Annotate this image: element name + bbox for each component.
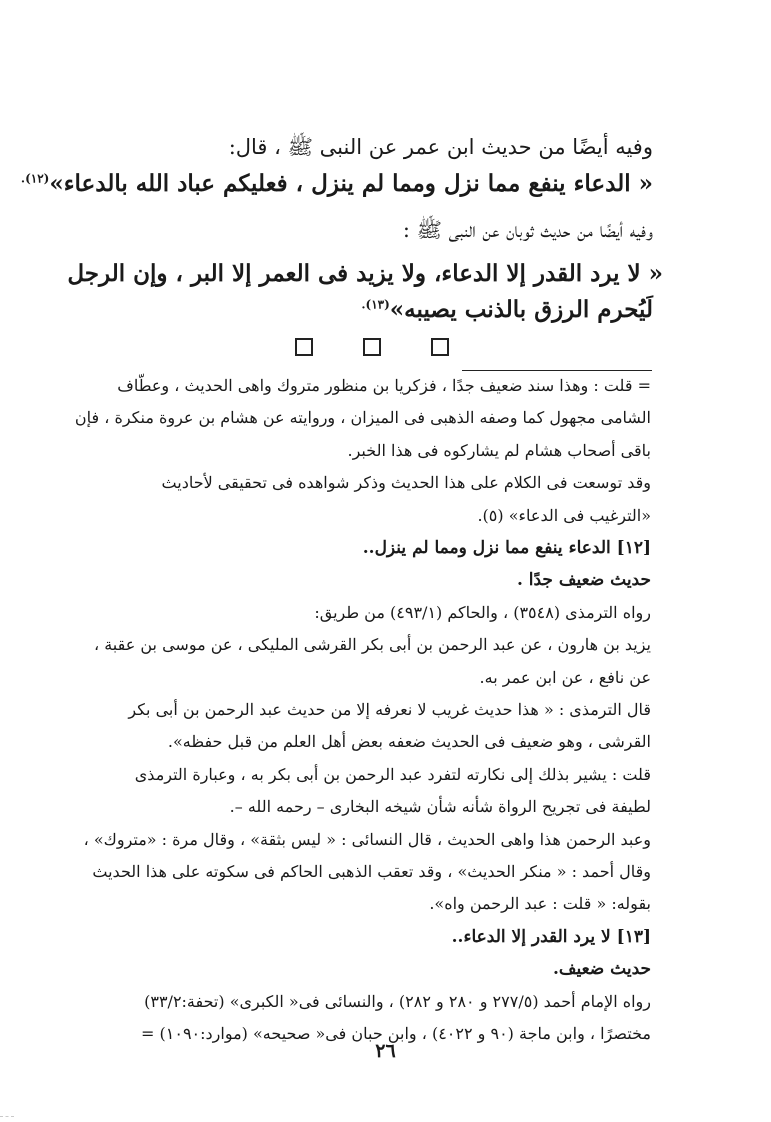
- footnote-line-text: [١٢] الدعاء ينفع مما نزل ومما لم ينزل..: [362, 538, 651, 558]
- footnote-line: [88, 732, 651, 751]
- footnote-line-text: قلت : يشير بذلك إلى نكارته لتفرد عبد الرحمن بن أبى بكر به ، وعبارة الترمذى: [134, 765, 651, 784]
- footnote-line-text: رواه الإمام أحمد (٢٧٧/٥ و ٢٨٠ و ٢٨٢) ، والنسائى فى« الكبرى» (تحفة:٣٣/٢): [144, 992, 651, 1011]
- footnote-line-text: وعبد الرحمن هذا واهى الحديث ، قال النسائى : « ليس بثقة» ، وقال مرة : «متروك» ،: [83, 830, 651, 849]
- footnote-line: [88, 992, 651, 1011]
- square-ornament-icon: [431, 338, 449, 356]
- footnote-line-text: رواه الترمذى (٣٥٤٨) ، والحاكم (٤٩٣/١) من طريق:: [314, 603, 651, 622]
- footnote-line: [88, 441, 651, 460]
- footnote-line-text: حديث ضعيف.: [552, 959, 651, 979]
- footnote-line-text: الشامى مجهول كما وصفه الذهبى فى الميزان ، وروايته عن هشام بن عروة منكرة ، فإن: [74, 408, 651, 427]
- footnote-line: [74, 408, 651, 427]
- footnote-line: [88, 538, 651, 558]
- footnote-line-text: قال الترمذى : « هذا حديث غريب لا نعرفه إلا من حديث عبد الرحمن بن أبى بكر: [128, 700, 651, 719]
- footnote-line-text: باقى أصحاب هشام لم يشاركوه فى هذا الخبر.: [347, 441, 651, 460]
- main-line-5: لَيُحرم الرزق بالذنب يصيبه»$^{(١٣).}$: [361, 296, 653, 323]
- footnote-line-text: [١٣] لا يرد القدر إلا الدعاء..: [451, 927, 651, 947]
- footnote-line-text: حديث ضعيف جدًا .: [516, 570, 651, 590]
- footnote-line: [88, 927, 651, 947]
- footnote-line-text: مختصرًا ، وابن ماجة (٩٠ و ٤٠٢٢) ، وابن حبان فى« صحيحه» (موارد:١٠٩٠) =: [141, 1024, 651, 1043]
- main-line-2: « الدعاء ينفع مما نزل ومما لم ينزل ، فعليكم عباد الله بالدعاء»$^{(١٢).}$: [20, 170, 653, 197]
- section-separator: [295, 338, 449, 356]
- footnote-line: [88, 894, 651, 913]
- footnote-line: [83, 830, 651, 849]
- footnote-line: [88, 668, 651, 687]
- footnote-line-text: عن نافع ، عن ابن عمر به.: [479, 668, 651, 687]
- main-line-4: « لا يرد القدر إلا الدعاء، ولا يزيد فى العمر إلا البر ، وإن الرجل: [67, 260, 663, 287]
- footnote-line-text: «الترغيب فى الدعاء» (٥).: [477, 506, 651, 525]
- footnote-rule: [462, 370, 652, 371]
- footnote-line-text: وقال أحمد : « منكر الحديث» ، وقد تعقب الذهبى الحاكم فى سكوته على هذا الحديث: [92, 862, 651, 881]
- footnote-line-text: يزيد بن هارون ، عن عبد الرحمن بن أبى بكر القرشى المليكى ، عن موسى بن عقبة ،: [93, 635, 651, 654]
- footnote-line: [88, 959, 651, 979]
- footnote-ref-12: (١٢).: [20, 171, 50, 186]
- footnote-line: [88, 473, 651, 492]
- footnote-ref-13: (١٣).: [361, 297, 390, 312]
- footnote-line-text: لطيفة فى تجريح الرواة شأنه شأن شيخه البخارى – رحمه الله –.: [229, 797, 651, 816]
- footnote-line: [88, 862, 651, 881]
- footnote-line: [88, 376, 651, 395]
- footnote-line: [88, 797, 651, 816]
- square-ornament-icon: [363, 338, 381, 356]
- footnote-line: [88, 635, 651, 654]
- footnote-line-text: وقد توسعت فى الكلام على هذا الحديث وذكر شواهده فى تحقيقى لأحاديث: [161, 473, 651, 492]
- footnote-line: [88, 506, 651, 525]
- page-edge-mark: [0, 1116, 14, 1117]
- footnote-line: [88, 700, 651, 719]
- main-line-1: وفيه أيضًا من حديث ابن عمر عن النبى ﷺ ، قال:: [228, 135, 653, 159]
- square-ornament-icon: [295, 338, 313, 356]
- footnote-line-text: بقوله: « قلت : عبد الرحمن واه».: [429, 894, 651, 913]
- main-line-3: وفيه أيضًا من حديث ثوبان عن النبى ﷺ :: [402, 218, 653, 242]
- footnote-line: [88, 603, 651, 622]
- footnote-line-text: = قلت : وهذا سند ضعيف جدًا ، فزكريا بن منظور متروك واهى الحديث ، وعطّاف: [117, 376, 651, 395]
- footnote-line: [88, 570, 651, 590]
- footnote-line-text: القرشى ، وهو ضعيف فى الحديث ضعفه بعض أهل العلم من قبل حفظه».: [167, 732, 651, 751]
- footnote-line: [88, 765, 651, 784]
- page-number: ٢٦: [375, 1040, 396, 1062]
